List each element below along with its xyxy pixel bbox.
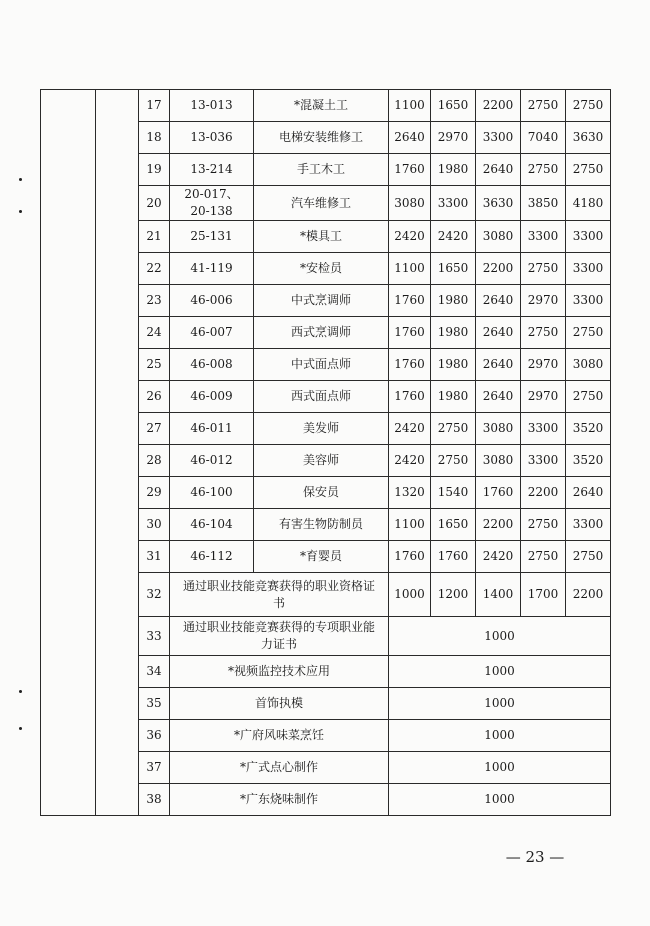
cell-v4: 2750: [521, 509, 566, 541]
cell-no: 30: [139, 509, 170, 541]
cell-v4: 7040: [521, 122, 566, 154]
cell-v3: 3300: [476, 122, 521, 154]
cell-v1: 1000: [389, 573, 431, 617]
cell-code: 25-131: [170, 221, 254, 253]
cell-code: 46-011: [170, 413, 254, 445]
cell-v5: 3520: [566, 445, 611, 477]
cell-v3: 2200: [476, 509, 521, 541]
cell-v2: 1650: [431, 509, 476, 541]
cell-v4: 3300: [521, 445, 566, 477]
cell-code: 41-119: [170, 253, 254, 285]
cell-v3: 2200: [476, 253, 521, 285]
cell-name: 西式面点师: [254, 381, 389, 413]
cell-v3: 2200: [476, 90, 521, 122]
cell-v4: 3850: [521, 186, 566, 221]
cell-code: 46-012: [170, 445, 254, 477]
page-number: — 23 —: [505, 848, 565, 866]
cell-v1: 1760: [389, 285, 431, 317]
cell-v3: 3080: [476, 413, 521, 445]
cell-name: *视频监控技术应用: [170, 656, 389, 688]
cell-v2: 1980: [431, 154, 476, 186]
cell-no: 25: [139, 349, 170, 381]
cell-name: *混凝土工: [254, 90, 389, 122]
cell-no: 22: [139, 253, 170, 285]
cell-no: 33: [139, 617, 170, 656]
margin-mark: [19, 210, 22, 213]
cell-code: 13-036: [170, 122, 254, 154]
cell-v5: 3300: [566, 253, 611, 285]
cell-v4: 2750: [521, 541, 566, 573]
cell-name: 美容师: [254, 445, 389, 477]
cell-no: 37: [139, 752, 170, 784]
cell-name: *广府风味菜烹饪: [170, 720, 389, 752]
cell-v5: 2750: [566, 541, 611, 573]
cell-v2: 1650: [431, 253, 476, 285]
cell-name: 西式烹调师: [254, 317, 389, 349]
cell-v5: 2640: [566, 477, 611, 509]
cell-v2: 2420: [431, 221, 476, 253]
cell-v3: 1400: [476, 573, 521, 617]
cell-v1: 1100: [389, 90, 431, 122]
cell-v5: 3300: [566, 285, 611, 317]
cell-v2: 1200: [431, 573, 476, 617]
cell-v2: 1980: [431, 317, 476, 349]
cell-no: 29: [139, 477, 170, 509]
subcategory-cell: [96, 90, 139, 816]
cell-name: 保安员: [254, 477, 389, 509]
cell-v1: 3080: [389, 186, 431, 221]
cell-v4: 2750: [521, 253, 566, 285]
cell-v3: 2640: [476, 285, 521, 317]
cell-code: 46-100: [170, 477, 254, 509]
cell-name: 美发师: [254, 413, 389, 445]
cell-no: 21: [139, 221, 170, 253]
cell-v1: 1760: [389, 541, 431, 573]
cell-no: 28: [139, 445, 170, 477]
cell-code: 46-007: [170, 317, 254, 349]
cell-v1: 2640: [389, 122, 431, 154]
cell-v3: 3630: [476, 186, 521, 221]
cell-value: 1000: [389, 752, 611, 784]
cell-code: 13-013: [170, 90, 254, 122]
cell-v5: 3300: [566, 221, 611, 253]
cell-name: *育婴员: [254, 541, 389, 573]
cell-v2: 2750: [431, 413, 476, 445]
cell-v1: 1100: [389, 509, 431, 541]
cell-no: 27: [139, 413, 170, 445]
cell-value: 1000: [389, 656, 611, 688]
table-body: [41, 90, 611, 816]
cell-v5: 2750: [566, 381, 611, 413]
cell-name: 通过职业技能竞赛获得的职业资格证书: [170, 573, 389, 617]
category-cell: [41, 90, 96, 816]
cell-v4: 2970: [521, 349, 566, 381]
cell-v5: 3630: [566, 122, 611, 154]
cell-v2: 1980: [431, 349, 476, 381]
cell-v4: 2970: [521, 285, 566, 317]
cell-v2: 1980: [431, 381, 476, 413]
cell-name: 通过职业技能竞赛获得的专项职业能力证书: [170, 617, 389, 656]
cell-no: 26: [139, 381, 170, 413]
cell-name: *广式点心制作: [170, 752, 389, 784]
cell-value: 1000: [389, 617, 611, 656]
cell-no: 36: [139, 720, 170, 752]
cell-v2: 1760: [431, 541, 476, 573]
cell-no: 19: [139, 154, 170, 186]
cell-v4: 2750: [521, 90, 566, 122]
cell-name: 中式烹调师: [254, 285, 389, 317]
cell-name: 首饰执模: [170, 688, 389, 720]
cell-v5: 3080: [566, 349, 611, 381]
cell-no: 31: [139, 541, 170, 573]
cell-v1: 1760: [389, 381, 431, 413]
cell-v1: 1760: [389, 317, 431, 349]
cell-v5: 2750: [566, 317, 611, 349]
cell-v5: 2750: [566, 154, 611, 186]
cell-name: *广东烧味制作: [170, 784, 389, 816]
margin-mark: [19, 690, 22, 693]
cell-name: 中式面点师: [254, 349, 389, 381]
cell-v3: 2640: [476, 317, 521, 349]
cell-v2: 1540: [431, 477, 476, 509]
cell-v1: 2420: [389, 221, 431, 253]
cell-code: 13-214: [170, 154, 254, 186]
cell-v3: 2640: [476, 381, 521, 413]
cell-code: 46-009: [170, 381, 254, 413]
cell-no: 20: [139, 186, 170, 221]
cell-v2: 3300: [431, 186, 476, 221]
cell-name: 汽车维修工: [254, 186, 389, 221]
cell-code: 46-006: [170, 285, 254, 317]
cell-value: 1000: [389, 688, 611, 720]
cell-v1: 2420: [389, 413, 431, 445]
cell-value: 1000: [389, 720, 611, 752]
cell-v1: 1100: [389, 253, 431, 285]
cell-no: 32: [139, 573, 170, 617]
cell-name: *模具工: [254, 221, 389, 253]
table-row: [41, 90, 611, 122]
cell-no: 24: [139, 317, 170, 349]
cell-v1: 1320: [389, 477, 431, 509]
cell-v1: 1760: [389, 349, 431, 381]
cell-value: 1000: [389, 784, 611, 816]
cell-name: 电梯安装维修工: [254, 122, 389, 154]
cell-v4: 2750: [521, 317, 566, 349]
cell-v2: 2750: [431, 445, 476, 477]
cell-v5: 2200: [566, 573, 611, 617]
cell-code: 46-112: [170, 541, 254, 573]
cell-name: *安检员: [254, 253, 389, 285]
cell-v3: 3080: [476, 221, 521, 253]
cell-v4: 2970: [521, 381, 566, 413]
cell-v5: 4180: [566, 186, 611, 221]
cell-v3: 2640: [476, 349, 521, 381]
cell-no: 17: [139, 90, 170, 122]
cell-v5: 3520: [566, 413, 611, 445]
cell-v1: 2420: [389, 445, 431, 477]
cell-v1: 1760: [389, 154, 431, 186]
cell-v4: 2200: [521, 477, 566, 509]
cell-no: 23: [139, 285, 170, 317]
cell-v3: 2420: [476, 541, 521, 573]
cell-v4: 2750: [521, 154, 566, 186]
cell-v2: 1980: [431, 285, 476, 317]
cell-no: 34: [139, 656, 170, 688]
cell-v4: 3300: [521, 221, 566, 253]
cell-v4: 3300: [521, 413, 566, 445]
cell-v4: 1700: [521, 573, 566, 617]
cell-name: 手工木工: [254, 154, 389, 186]
cell-code: 46-104: [170, 509, 254, 541]
cell-v3: 3080: [476, 445, 521, 477]
cell-no: 18: [139, 122, 170, 154]
cell-v2: 1650: [431, 90, 476, 122]
cell-code: 20-017、 20-138: [170, 186, 254, 221]
cell-name: 有害生物防制员: [254, 509, 389, 541]
cell-v5: 2750: [566, 90, 611, 122]
cell-no: 38: [139, 784, 170, 816]
cell-v3: 2640: [476, 154, 521, 186]
margin-mark: [19, 178, 22, 181]
cell-code: 46-008: [170, 349, 254, 381]
cell-v5: 3300: [566, 509, 611, 541]
margin-mark: [19, 727, 22, 730]
subsidy-table: [40, 89, 611, 816]
cell-v2: 2970: [431, 122, 476, 154]
cell-v3: 1760: [476, 477, 521, 509]
cell-no: 35: [139, 688, 170, 720]
